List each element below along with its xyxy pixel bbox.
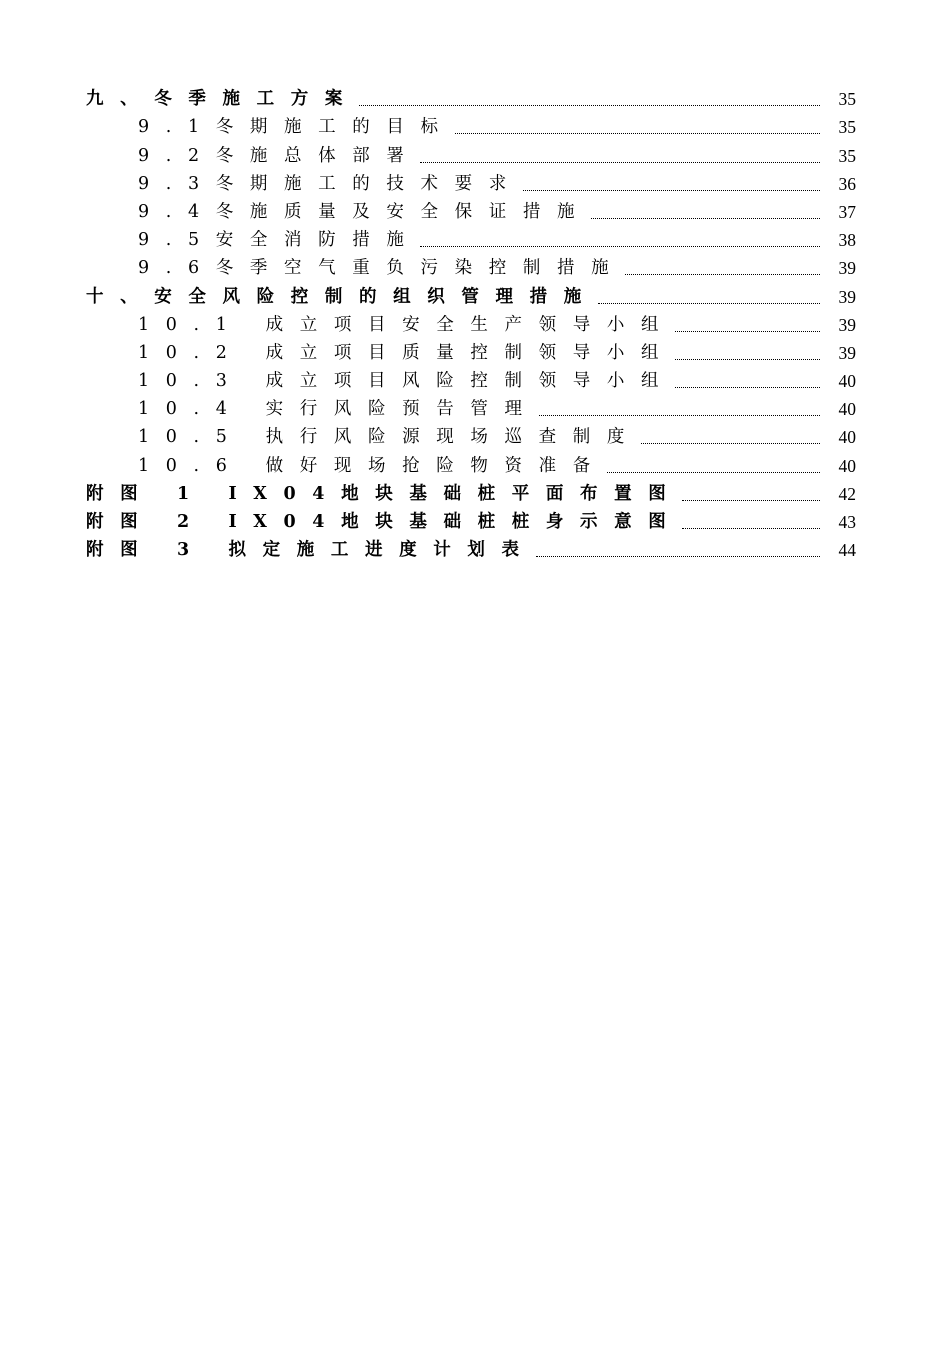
toc-entry-page: 39 bbox=[838, 342, 856, 363]
toc-entry-page: 40 bbox=[838, 427, 856, 448]
toc-entry[interactable] bbox=[86, 225, 856, 253]
toc-entry-title: 9.6冬季空气重负污染控制措施 bbox=[138, 258, 626, 279]
toc-entry-title: 9.5安全消防措施 bbox=[138, 230, 421, 251]
toc-entry-page: 42 bbox=[838, 483, 856, 504]
toc-entry[interactable] bbox=[86, 479, 856, 507]
toc-dot-leader bbox=[523, 189, 820, 191]
toc-entry[interactable] bbox=[86, 84, 856, 112]
toc-entry-page: 38 bbox=[838, 230, 856, 251]
toc-entry[interactable] bbox=[86, 310, 856, 338]
toc-entry-page: 39 bbox=[838, 258, 856, 279]
toc-entry-title: 9.2冬施总体部署 bbox=[138, 145, 421, 166]
toc-entry-title: 10.1 成立项目安全生产领导小组 bbox=[138, 314, 676, 335]
toc-dot-leader bbox=[420, 161, 820, 163]
toc-dot-leader bbox=[641, 442, 820, 444]
toc-entry[interactable] bbox=[86, 281, 856, 309]
toc-entry[interactable] bbox=[86, 112, 856, 140]
toc-dot-leader bbox=[682, 499, 820, 501]
toc-dot-leader bbox=[420, 245, 820, 247]
toc-entry-page: 36 bbox=[838, 173, 856, 194]
toc-dot-leader bbox=[455, 132, 820, 134]
toc-entry[interactable] bbox=[86, 197, 856, 225]
toc-entry-title: 十、安全风险控制的组织管理措施 bbox=[86, 286, 598, 307]
toc-entry-title: 9.3冬期施工的技术要求 bbox=[138, 173, 523, 194]
toc-entry-title: 九、冬季施工方案 bbox=[86, 89, 359, 110]
toc-entry[interactable] bbox=[86, 169, 856, 197]
toc-entry[interactable] bbox=[86, 535, 856, 563]
toc-entry-page: 40 bbox=[838, 371, 856, 392]
toc-entry-title: 10.3 成立项目风险控制领导小组 bbox=[138, 371, 676, 392]
toc-entry-page: 37 bbox=[838, 201, 856, 222]
toc-dot-leader bbox=[591, 217, 820, 219]
toc-entry[interactable] bbox=[86, 338, 856, 366]
toc-entry-title: 附图 2 IX04地块基础桩桩身示意图 bbox=[86, 512, 683, 532]
toc-dot-leader bbox=[682, 527, 820, 529]
toc-entry-title: 10.2 成立项目质量控制领导小组 bbox=[138, 342, 676, 363]
toc-entry-title: 10.6 做好现场抢险物资准备 bbox=[138, 455, 607, 476]
toc-entry-page: 35 bbox=[838, 117, 856, 138]
toc-entry-title: 附图 1 IX04地块基础桩平面布置图 bbox=[86, 483, 683, 504]
toc-entry-page: 39 bbox=[838, 314, 856, 335]
toc-dot-leader bbox=[625, 273, 820, 275]
toc-entry[interactable] bbox=[86, 253, 856, 281]
toc-entry-page: 43 bbox=[838, 512, 856, 532]
toc-entry-page: 35 bbox=[838, 145, 856, 166]
toc-entry-title: 10.5 执行风险源现场巡查制度 bbox=[138, 427, 642, 448]
toc-dot-leader bbox=[607, 471, 820, 473]
toc-entry-page: 40 bbox=[838, 399, 856, 420]
toc-entry[interactable] bbox=[86, 140, 856, 168]
toc-entry-page: 40 bbox=[838, 455, 856, 476]
toc-entry-title: 9.4冬施质量及安全保证措施 bbox=[138, 201, 592, 222]
toc-entry[interactable] bbox=[86, 507, 856, 535]
toc-entry-title: 附图 3 拟定施工进度计划表 bbox=[86, 540, 536, 561]
toc-entry[interactable] bbox=[86, 422, 856, 450]
toc-dot-leader bbox=[675, 386, 820, 388]
toc-entry-title: 10.4 实行风险预告管理 bbox=[138, 399, 539, 420]
toc-dot-leader bbox=[675, 330, 820, 332]
toc-entry-title: 9.1冬期施工的目标 bbox=[138, 117, 455, 138]
toc-entry[interactable] bbox=[86, 366, 856, 394]
table-of-contents bbox=[86, 84, 856, 563]
toc-dot-leader bbox=[536, 555, 820, 557]
toc-dot-leader bbox=[539, 414, 820, 416]
toc-entry-page: 39 bbox=[838, 286, 856, 307]
toc-entry-page: 44 bbox=[838, 540, 856, 561]
toc-dot-leader bbox=[359, 104, 820, 106]
toc-dot-leader bbox=[675, 358, 820, 360]
toc-entry[interactable] bbox=[86, 394, 856, 422]
toc-entry[interactable] bbox=[86, 450, 856, 478]
toc-entry-page: 35 bbox=[838, 89, 856, 110]
toc-dot-leader bbox=[598, 302, 820, 304]
